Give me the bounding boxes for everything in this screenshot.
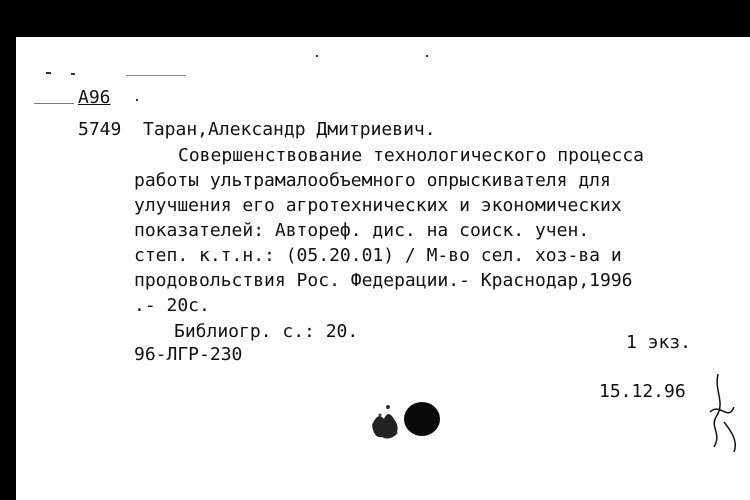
scan-speck	[34, 103, 74, 104]
shelf-mark: А96	[78, 87, 111, 108]
scan-speck	[426, 55, 428, 57]
description-line: работы ультрамалообъемного опрыскивателя для	[134, 170, 611, 191]
registration-code: 96-ЛГР-230	[134, 344, 243, 365]
receipt-date: 15.12.96	[599, 381, 686, 402]
bibliography-note: Библиогр. с.: 20.	[174, 321, 359, 342]
description-line: продовольствия Рос. Федерации.- Краснодар,1996	[134, 270, 633, 291]
scan-speck	[71, 73, 75, 75]
accession-number: 5749	[78, 119, 122, 140]
description-line: .- 20с.	[134, 295, 210, 316]
copies-count: 1 экз.	[626, 332, 692, 353]
signature-icon	[704, 372, 744, 457]
description-line: показателей: Автореф. дис. на соиск. учен.	[134, 220, 590, 241]
description-line: Совершенствование технологического процесса	[178, 145, 644, 166]
scan-speck	[136, 99, 138, 101]
author-name: Таран,Александр Дмитриевич.	[143, 119, 436, 140]
scan-speck	[316, 55, 318, 57]
scan-speck	[126, 75, 186, 76]
description-line: улучшения его агротехнических и экономических	[134, 195, 622, 216]
description-line: степ. к.т.н.: (05.20.01) / М-во сел. хоз-ва и	[134, 245, 622, 266]
scan-speck	[46, 72, 51, 74]
ink-stamp-mark	[16, 37, 750, 500]
catalog-card	[16, 37, 750, 500]
